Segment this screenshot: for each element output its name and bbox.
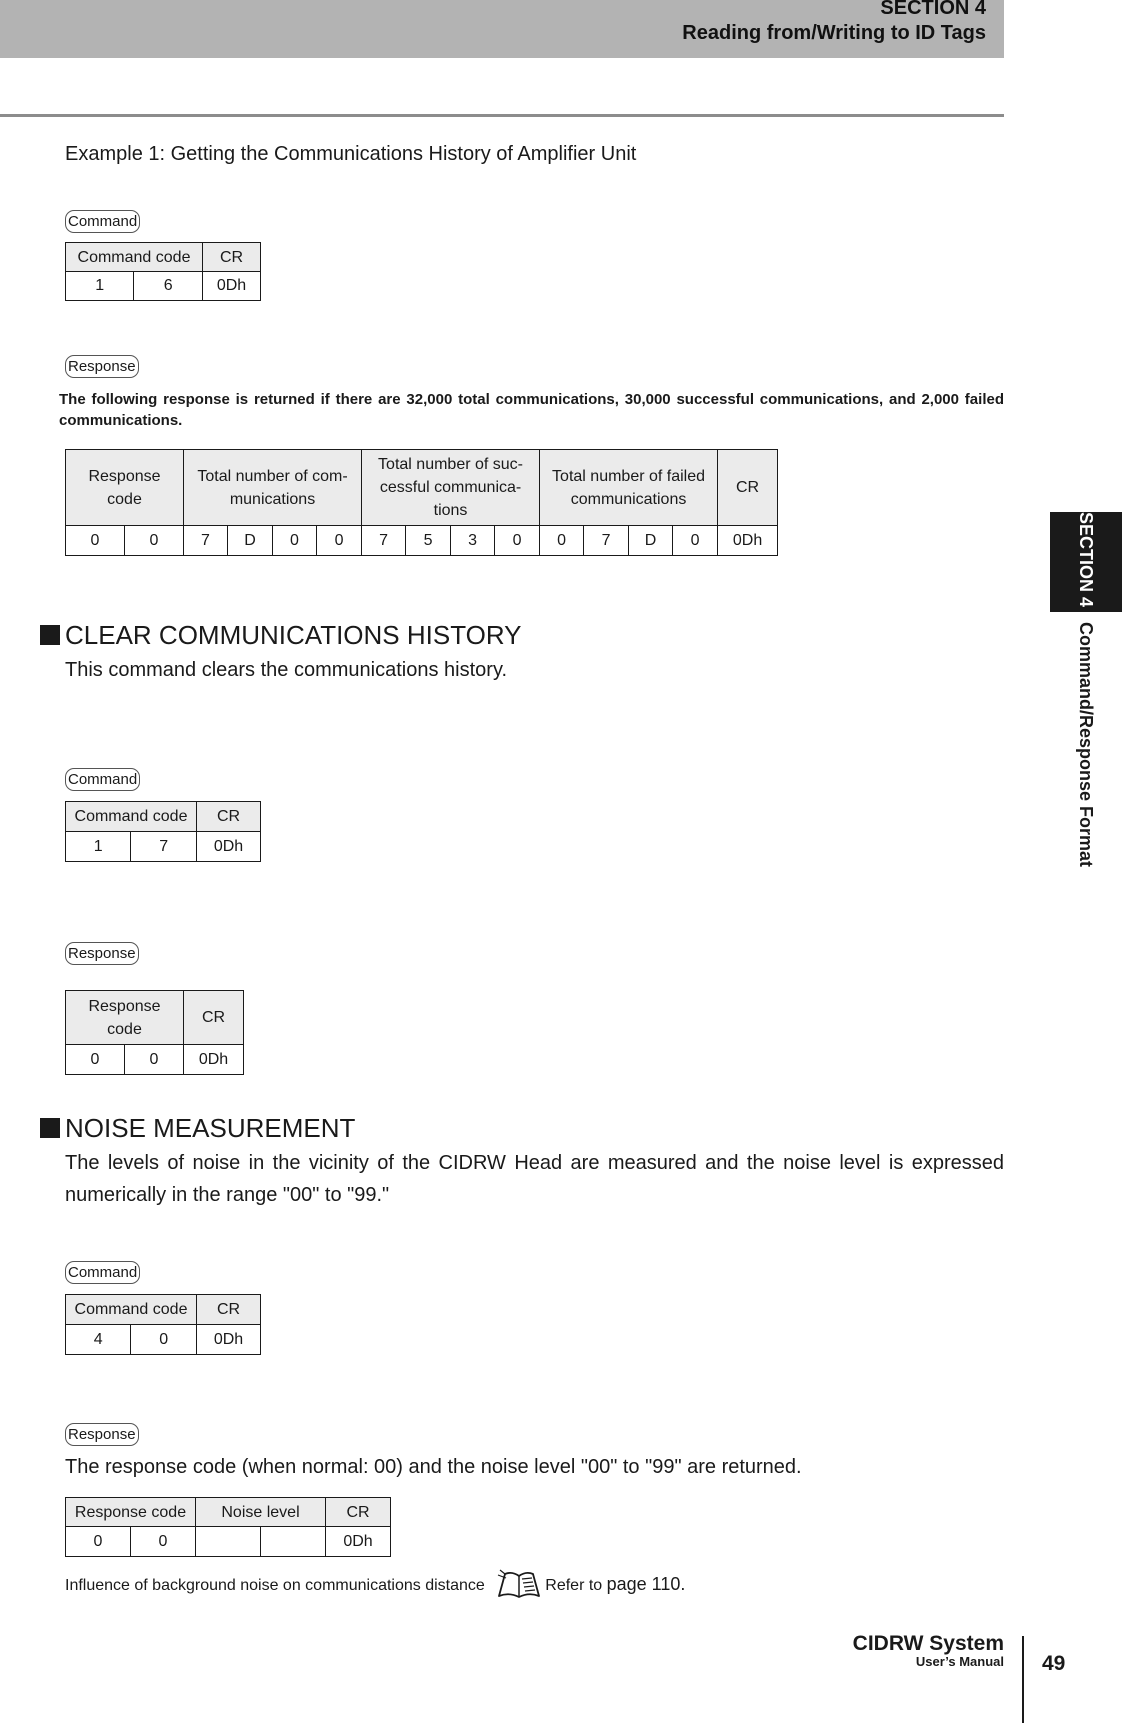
cell: 0: [125, 526, 184, 556]
col-header: Response code: [66, 991, 184, 1045]
cell: 0: [131, 1527, 196, 1557]
col-header: Response code: [66, 450, 184, 526]
command-label: Command: [65, 210, 140, 233]
clear-section-description: This command clears the communications history.: [65, 659, 508, 681]
refer-page-link[interactable]: page 110.: [606, 1574, 686, 1594]
cell: 7: [362, 526, 406, 556]
side-tab: [1056, 512, 1096, 912]
cell: 0Dh: [718, 526, 778, 556]
header-divider: [0, 114, 1004, 117]
response-label: Response: [65, 355, 139, 378]
cell: 0Dh: [197, 1325, 261, 1355]
cell: 0: [66, 1045, 125, 1075]
noise-response-description: The response code (when normal: 00) and the noise level "00" to "99" are returned.: [65, 1456, 802, 1478]
col-header: CR: [718, 450, 778, 526]
cell: 0: [125, 1045, 184, 1075]
clear-response-table: [65, 990, 244, 1075]
side-tab-title: Command/Response Format: [1076, 622, 1096, 868]
footer-manual: User’s Manual: [915, 1654, 1004, 1669]
response-label: Response: [65, 1423, 139, 1446]
noise-response-table: [65, 1497, 391, 1557]
cell: D: [228, 526, 273, 556]
col-header: Response code: [66, 1498, 196, 1527]
col-header: Total number of failed communications: [540, 450, 718, 526]
cell: [196, 1527, 261, 1557]
cell: 0: [540, 526, 584, 556]
noise-command-table: [65, 1294, 261, 1355]
command-label: Command: [65, 768, 140, 791]
clear-command-table: [65, 801, 261, 862]
col-header: Total number of suc-cessful communica-tions: [362, 450, 540, 526]
response-label: Response: [65, 942, 139, 965]
cell: 7: [131, 832, 197, 862]
noise-section-description: The levels of noise in the vicinity of the CIDRW Head are measured and the noise level is expressed numerically in the range "00" to "99.": [65, 1152, 1004, 1206]
col-header: CR: [197, 1295, 261, 1325]
command-label: Command: [65, 1261, 140, 1284]
cell: 4: [66, 1325, 131, 1355]
col-header: CR: [184, 991, 244, 1045]
cell: 0Dh: [184, 1045, 244, 1075]
cell: D: [629, 526, 673, 556]
refer-label: Refer to: [545, 1577, 603, 1594]
col-header: Total number of com-munications: [184, 450, 362, 526]
col-header: Command code: [66, 1295, 197, 1325]
col-header: Noise level: [196, 1498, 326, 1527]
footer-brand: CIDRW System: [852, 1632, 1004, 1655]
noise-section-heading-text: NOISE MEASUREMENT: [65, 1113, 356, 1143]
cell: 5: [406, 526, 451, 556]
cell: 0Dh: [197, 832, 261, 862]
cell: 7: [184, 526, 228, 556]
cell: 0: [131, 1325, 197, 1355]
col-header: CR: [326, 1498, 391, 1527]
cell: 7: [584, 526, 629, 556]
cell: 0: [66, 526, 125, 556]
col-header: Command code: [66, 243, 203, 272]
cell: 0: [66, 1527, 131, 1557]
footer-divider: [1022, 1636, 1024, 1723]
cell: [261, 1527, 326, 1557]
cell: 0Dh: [203, 272, 261, 301]
side-tab-label: SECTION 4: [1076, 512, 1096, 608]
cell: 1: [66, 272, 134, 301]
noise-section-heading: [40, 1112, 355, 1144]
noise-reference: [65, 1568, 685, 1600]
col-header: Command code: [66, 802, 197, 832]
page-number: 49: [1042, 1652, 1066, 1675]
cell: 6: [134, 272, 203, 301]
example1-response-table: [65, 449, 778, 556]
reference-text: Influence of background noise on communications distance: [65, 1577, 485, 1594]
cell: 0: [317, 526, 362, 556]
open-book-icon: [495, 1568, 543, 1600]
header-title: Reading from/Writing to ID Tags: [682, 22, 986, 44]
example1-note: The following response is returned if there are 32,000 total communications, 30,000 successful communications, and 2,000 failed communications.: [59, 391, 1004, 429]
cell: 0: [495, 526, 540, 556]
cell: 0Dh: [326, 1527, 391, 1557]
header-section-label: SECTION 4: [880, 0, 986, 19]
clear-section-heading: [40, 619, 522, 651]
cell: 3: [451, 526, 495, 556]
col-header: CR: [203, 243, 261, 272]
cell: 0: [673, 526, 718, 556]
cell: 0: [273, 526, 317, 556]
example1-title: Example 1: Getting the Communications History of Amplifier Unit: [65, 143, 637, 165]
square-bullet-icon: [40, 625, 60, 645]
cell: 1: [66, 832, 131, 862]
square-bullet-icon: [40, 1118, 60, 1138]
col-header: CR: [197, 802, 261, 832]
clear-section-heading-text: CLEAR COMMUNICATIONS HISTORY: [65, 620, 522, 650]
example1-command-table: [65, 242, 261, 301]
